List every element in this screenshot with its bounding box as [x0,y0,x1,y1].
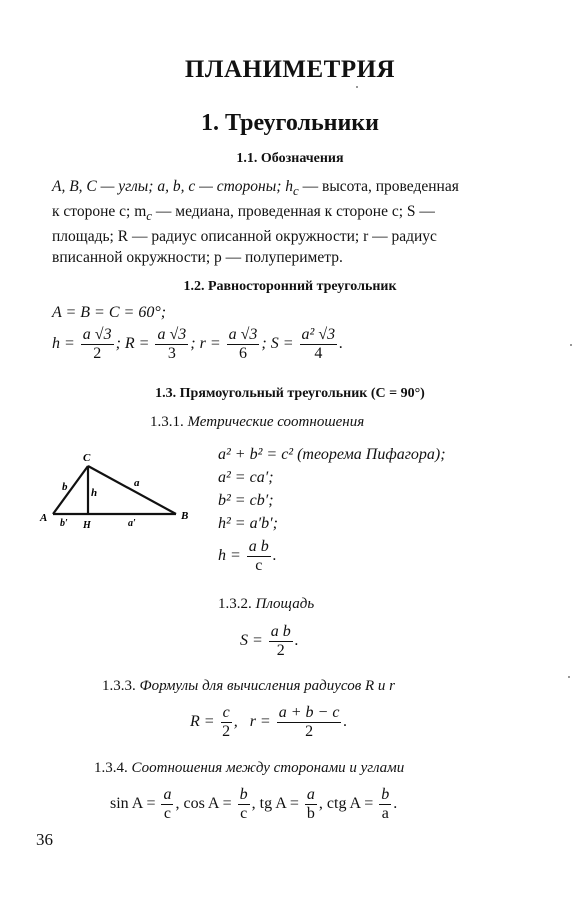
frac-den: c [240,805,248,822]
h-lhs: h = [218,547,241,565]
h-equation [218,538,446,575]
subsection-number: 1.3.2. [218,596,252,612]
R-lhs: R = [190,713,215,731]
frac-den: 2 [93,345,102,362]
segment-a-prime: a′ [128,518,136,529]
frac-num: a √3 [82,326,112,343]
notation-line-2-end: — медиана, проведенная к стороне c; S — [152,203,435,221]
subscript-c: c [146,208,153,224]
frac-den: 4 [314,345,323,362]
cos-fraction [238,786,250,823]
frac-num: a² √3 [301,326,336,343]
end-dot: . [339,335,344,353]
h-fraction [247,538,271,575]
subsection-number: 1.3.4. [94,760,128,776]
height-h: h [91,487,98,499]
frac-num: a b [270,623,291,640]
vertex-C: C [83,452,91,464]
side-a: a [134,477,140,489]
notation-line-2: к стороне c; m [52,203,147,221]
notation-line-1: A, B, C — углы; a, b, c — стороны; h [52,178,294,195]
h-fraction [81,326,114,363]
frac-den: 2 [276,642,285,659]
frac-den: b [306,805,315,822]
chapter-title: 1. Треугольники [201,110,379,136]
area-lhs: S = [240,632,263,650]
tg-lhs: , tg A = [251,795,299,813]
area-fraction [269,623,293,660]
subsection-title: Формулы для вычисления радиусов [139,678,362,694]
r-fraction [277,704,342,741]
R-lhs: ; R = [115,335,150,353]
R-fraction [221,704,232,741]
h-squared-equation: h² = a′b′; [218,515,278,532]
sin-lhs: sin A = [110,795,156,813]
notation-line-3: площадь; R — радиус описанной окружности; r — радиус [52,228,437,246]
tg-fraction [305,786,317,823]
frac-num: b [239,786,248,803]
subsection-number: 1.3.1. [150,414,184,430]
frac-num: a b [248,538,269,555]
vertex-B: B [181,510,189,522]
notation-paragraph [52,176,510,268]
frac-den: c [255,557,263,574]
R-fraction [155,326,188,363]
segment-b-prime: b′ [60,518,68,529]
end-dot: . [393,795,398,813]
frac-num: a √3 [228,326,258,343]
ctg-fraction [379,786,391,823]
S-lhs: ; S = [261,335,294,353]
end-dot: . [343,713,348,731]
frac-num: c [222,704,230,721]
end-dot: . [294,632,299,650]
radius-formulas [190,704,347,741]
pythagoras-equation: a² + b² = c² (теорема Пифагора); [218,446,446,463]
frac-den: 2 [222,723,231,740]
subsection-1-3-2 [218,596,314,613]
side-b: b [62,481,68,493]
separator: , [233,713,238,731]
subsection-1-3-1 [150,414,364,431]
notation-line-4: вписанной окружности; p — полупериметр. [52,249,343,267]
frac-num: a + b − c [278,704,340,721]
frac-den: 6 [239,345,248,362]
sin-fraction [161,786,173,823]
r-lhs: ; r = [190,335,221,353]
frac-den: a [381,805,389,822]
r-fraction [227,326,260,363]
r-lhs: r = [249,713,271,731]
frac-den: c [163,805,172,822]
right-triangle-diagram [36,446,206,536]
subsection-1-3-4 [94,760,404,777]
b-squared-equation: b² = cb′; [218,492,274,509]
section-heading-1-2: 1.2. Равносторонний треугольник [183,279,397,294]
frac-num: a [163,786,172,803]
subsection-title-end: R и r [364,678,395,694]
end-dot: . [272,547,277,565]
page-number: 36 [36,830,53,849]
ctg-lhs: , ctg A = [318,795,374,813]
frac-den: 3 [167,345,176,362]
page-title: ПЛАНИМЕТРИЯ [184,56,396,83]
notation-line-1-end: — высота, проведенная [298,178,459,195]
section-heading-1-3: 1.3. Прямоугольный треугольник (C = 90°) [155,386,425,401]
speck [568,676,570,678]
frac-num: a √3 [157,326,187,343]
subsection-title: Площадь [255,596,315,612]
subscript-c: c [293,183,299,199]
section-heading-1-1: 1.1. Обозначения [236,151,344,166]
speck [570,344,572,346]
vertex-A: A [40,512,48,524]
subsection-title: Соотношения между сторонами и углами [131,760,405,776]
subsection-1-3-3 [102,678,395,695]
trig-formulas [110,786,397,823]
metric-relations [218,446,446,575]
speck [356,86,358,88]
frac-num: a [306,786,315,803]
frac-den: 2 [305,723,314,740]
S-fraction [300,326,338,363]
subsection-number: 1.3.3. [102,678,136,694]
foot-H: H [83,520,91,531]
frac-num: b [381,786,390,803]
cos-lhs: , cos A = [175,795,232,813]
h-lhs: h = [52,335,75,353]
equilateral-formulas [52,326,343,363]
a-squared-equation: a² = ca′; [218,469,274,486]
angles-equation: A = B = C = 60°; [52,304,167,321]
subsection-title: Метрические соотношения [187,414,365,430]
area-equation [240,623,299,660]
